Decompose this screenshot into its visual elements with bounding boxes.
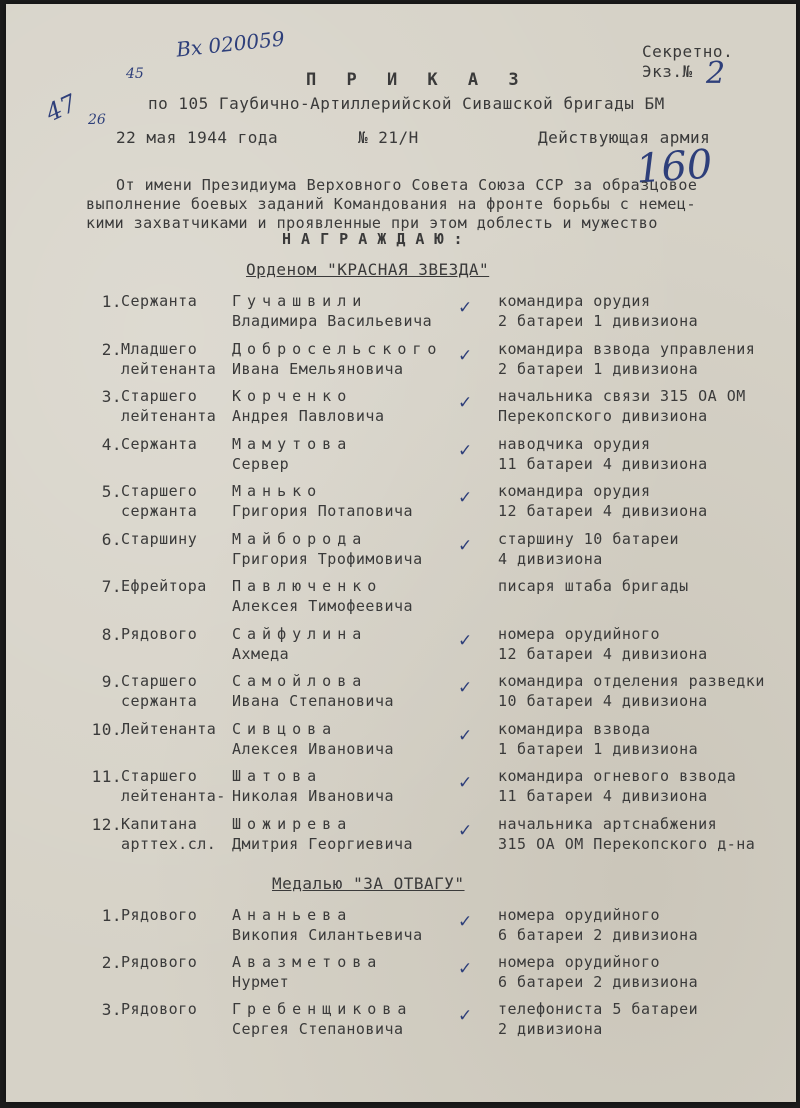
list-item bbox=[6, 340, 796, 386]
position-line: 10 батареи 4 дивизиона bbox=[498, 692, 708, 710]
rank-line: сержанта bbox=[121, 502, 198, 520]
list-item bbox=[6, 767, 796, 813]
position-line: командира взвода bbox=[498, 719, 651, 738]
document-subtitle: по 105 Гаубично-Артиллерийской Сивашской бригады БМ bbox=[148, 94, 665, 113]
list-item bbox=[6, 482, 796, 528]
rank-line: арттех.сл. bbox=[121, 834, 217, 853]
rank-line: Сержанта bbox=[121, 292, 198, 310]
surname: Гучашвили bbox=[232, 292, 368, 310]
position-line: номера орудийного bbox=[498, 624, 661, 643]
list-item bbox=[6, 387, 796, 433]
entry-number: 12. bbox=[91, 814, 122, 834]
order-date: 22 мая 1944 года bbox=[116, 128, 279, 147]
given-name: Ахмеда bbox=[232, 644, 290, 663]
copy-label: Экз.№ bbox=[642, 62, 693, 81]
rank-line: Рядового bbox=[121, 624, 198, 643]
entry-number: 2. bbox=[101, 953, 122, 972]
entry-number: 9. bbox=[101, 672, 122, 691]
check-mark-icon: ✓ bbox=[458, 1006, 473, 1026]
preamble-line: кими захватчиками и проявленные при этом доблесть и мужество bbox=[86, 214, 658, 232]
position-line: 12 батареи 4 дивизиона bbox=[498, 644, 708, 663]
archive-number: Вх 020059 bbox=[175, 26, 286, 62]
position-line: 6 батареи 2 дивизиона bbox=[498, 926, 699, 944]
list-item bbox=[6, 1000, 796, 1046]
rank-line: лейтенанта bbox=[121, 407, 217, 425]
surname: Корченко bbox=[232, 387, 353, 405]
check-mark-icon: ✓ bbox=[458, 912, 473, 932]
position-line: старшину 10 батареи bbox=[498, 529, 680, 548]
given-name: Викопия Силантьевича bbox=[232, 926, 423, 944]
list-item bbox=[6, 953, 796, 999]
surname: Авазметова bbox=[232, 953, 383, 971]
document-title: П Р И К А З bbox=[306, 70, 529, 90]
surname: Мамутова bbox=[232, 434, 353, 453]
given-name: Ивана Емельяновича bbox=[232, 359, 404, 378]
position-line: командира огневого взвода bbox=[498, 767, 737, 785]
given-name: Андрея Павловича bbox=[232, 407, 385, 425]
order-location: Действующая армия bbox=[538, 128, 711, 147]
rank-line: лейтенанта bbox=[121, 359, 217, 378]
check-mark-icon: ✓ bbox=[458, 535, 473, 556]
check-mark-icon: ✓ bbox=[458, 488, 473, 508]
check-mark-icon: ✓ bbox=[458, 820, 473, 841]
page-number: 160 bbox=[634, 141, 714, 193]
rank-line: лейтенанта- bbox=[121, 787, 226, 805]
entry-number: 2. bbox=[101, 339, 122, 359]
check-mark-icon: ✓ bbox=[458, 440, 473, 461]
list-item bbox=[6, 435, 796, 481]
margin-note: 45 bbox=[126, 66, 144, 82]
position-line: писаря штаба бригады bbox=[498, 577, 689, 595]
list-item bbox=[6, 577, 796, 623]
surname: Гребенщикова bbox=[232, 1000, 413, 1018]
position-line: наводчика орудия bbox=[498, 434, 651, 453]
entry-number: 7. bbox=[101, 577, 122, 596]
position-line: 2 батареи 1 дивизиона bbox=[498, 312, 699, 330]
position-line: 11 батареи 4 дивизиона bbox=[498, 787, 708, 805]
position-line: номера орудийного bbox=[498, 953, 661, 971]
check-mark-icon: ✓ bbox=[458, 345, 473, 366]
rank-line: Рядового bbox=[121, 1000, 198, 1018]
copy-number: 2 bbox=[706, 56, 726, 91]
preamble-line: выполнение боевых заданий Командования на фронте борьбы с немец- bbox=[86, 195, 696, 213]
surname: Добросельского bbox=[232, 339, 443, 358]
surname: Шожирева bbox=[232, 814, 353, 833]
check-mark-icon: ✓ bbox=[458, 630, 473, 651]
given-name: Сергея Степановича bbox=[232, 1020, 404, 1038]
position-line: телефониста 5 батареи bbox=[498, 1000, 699, 1018]
check-mark-icon: ✓ bbox=[458, 773, 473, 793]
rank-line: Младшего bbox=[121, 339, 198, 358]
position-line: 4 дивизиона bbox=[498, 549, 603, 568]
list-item bbox=[6, 906, 796, 952]
position-line: 2 дивизиона bbox=[498, 1020, 603, 1038]
entry-number: 3. bbox=[101, 1000, 122, 1019]
list-item bbox=[6, 672, 796, 718]
position-line: номера орудийного bbox=[498, 906, 661, 924]
surname: Ананьева bbox=[232, 906, 353, 924]
surname: Манько bbox=[232, 482, 323, 500]
surname: Майборода bbox=[232, 529, 368, 548]
check-mark-icon: ✓ bbox=[458, 298, 473, 318]
rank-line: Рядового bbox=[121, 953, 198, 971]
rank-line: сержанта bbox=[121, 692, 198, 710]
given-name: Алексея Тимофеевича bbox=[232, 597, 414, 615]
given-name: Николая Ивановича bbox=[232, 787, 395, 805]
list-item bbox=[6, 292, 796, 338]
surname: Сайфулина bbox=[232, 624, 368, 643]
surname: Шатова bbox=[232, 767, 323, 785]
position-line: 315 ОА ОМ Перекопского д-на bbox=[498, 834, 756, 853]
entry-number: 8. bbox=[101, 624, 122, 644]
check-mark-icon: ✓ bbox=[458, 393, 473, 413]
rank-line: Сержанта bbox=[121, 434, 198, 453]
given-name: Сервер bbox=[232, 454, 290, 473]
given-name: Алексея Ивановича bbox=[232, 739, 395, 758]
given-name: Владимира Васильевича bbox=[232, 312, 433, 330]
given-name: Дмитрия Георгиевича bbox=[232, 834, 414, 853]
entry-number: 1. bbox=[101, 906, 122, 925]
list-item bbox=[6, 815, 796, 861]
rank-line: Старшего bbox=[121, 672, 198, 690]
list-item bbox=[6, 530, 796, 576]
rank-line: Старшего bbox=[121, 767, 198, 785]
rank-line: Старшину bbox=[121, 529, 198, 548]
award-verb: Н А Г Р А Ж Д А Ю : bbox=[282, 230, 464, 248]
list-item bbox=[6, 720, 796, 766]
position-line: 12 батареи 4 дивизиона bbox=[498, 502, 708, 520]
surname: Самойлова bbox=[232, 672, 368, 690]
rank-line: Лейтенанта bbox=[121, 719, 217, 738]
section-heading-red-star: Орденом "КРАСНАЯ ЗВЕЗДА" bbox=[246, 260, 490, 279]
entry-number: 3. bbox=[101, 387, 122, 406]
position-line: командира отделения разведки bbox=[498, 672, 765, 690]
check-mark-icon: ✓ bbox=[458, 725, 473, 746]
entry-number: 11. bbox=[91, 767, 122, 786]
rank-line: Старшего bbox=[121, 387, 198, 405]
list-item bbox=[6, 625, 796, 671]
surname: Сивцова bbox=[232, 719, 338, 738]
entry-number: 5. bbox=[101, 482, 122, 501]
given-name: Григория Потаповича bbox=[232, 502, 414, 520]
position-line: командира орудия bbox=[498, 482, 651, 500]
margin-note: 26 bbox=[88, 112, 106, 128]
preamble-line: От имени Президиума Верховного Совета Союза ССР за образцовое bbox=[116, 176, 698, 194]
entry-number: 1. bbox=[101, 292, 122, 311]
surname: Павлюченко bbox=[232, 577, 383, 595]
position-line: 6 батареи 2 дивизиона bbox=[498, 973, 699, 991]
margin-note: 47 bbox=[41, 88, 82, 128]
position-line: начальника артснабжения bbox=[498, 814, 718, 833]
entry-number: 10. bbox=[91, 719, 122, 739]
order-number: № 21/Н bbox=[358, 128, 419, 147]
rank-line: Капитана bbox=[121, 814, 198, 833]
position-line: начальника связи 315 ОА ОМ bbox=[498, 387, 746, 405]
position-line: командира взвода управления bbox=[498, 339, 756, 358]
section-heading-bravery: Медалью "ЗА ОТВАГУ" bbox=[272, 874, 465, 893]
secrecy-stamp: Секретно. bbox=[642, 42, 734, 61]
given-name: Нурмет bbox=[232, 973, 290, 991]
position-line: 2 батареи 1 дивизиона bbox=[498, 359, 699, 378]
position-line: 11 батареи 4 дивизиона bbox=[498, 454, 708, 473]
rank-line: Старшего bbox=[121, 482, 198, 500]
position-line: командира орудия bbox=[498, 292, 651, 310]
position-line: Перекопского дивизиона bbox=[498, 407, 708, 425]
position-line: 1 батареи 1 дивизиона bbox=[498, 739, 699, 758]
entry-number: 4. bbox=[101, 434, 122, 454]
given-name: Ивана Степановича bbox=[232, 692, 395, 710]
rank-line: Ефрейтора bbox=[121, 577, 207, 595]
document-page bbox=[6, 4, 796, 1102]
rank-line: Рядового bbox=[121, 906, 198, 924]
check-mark-icon: ✓ bbox=[458, 678, 473, 698]
check-mark-icon: ✓ bbox=[458, 959, 473, 979]
entry-number: 6. bbox=[101, 529, 122, 549]
given-name: Григория Трофимовича bbox=[232, 549, 423, 568]
